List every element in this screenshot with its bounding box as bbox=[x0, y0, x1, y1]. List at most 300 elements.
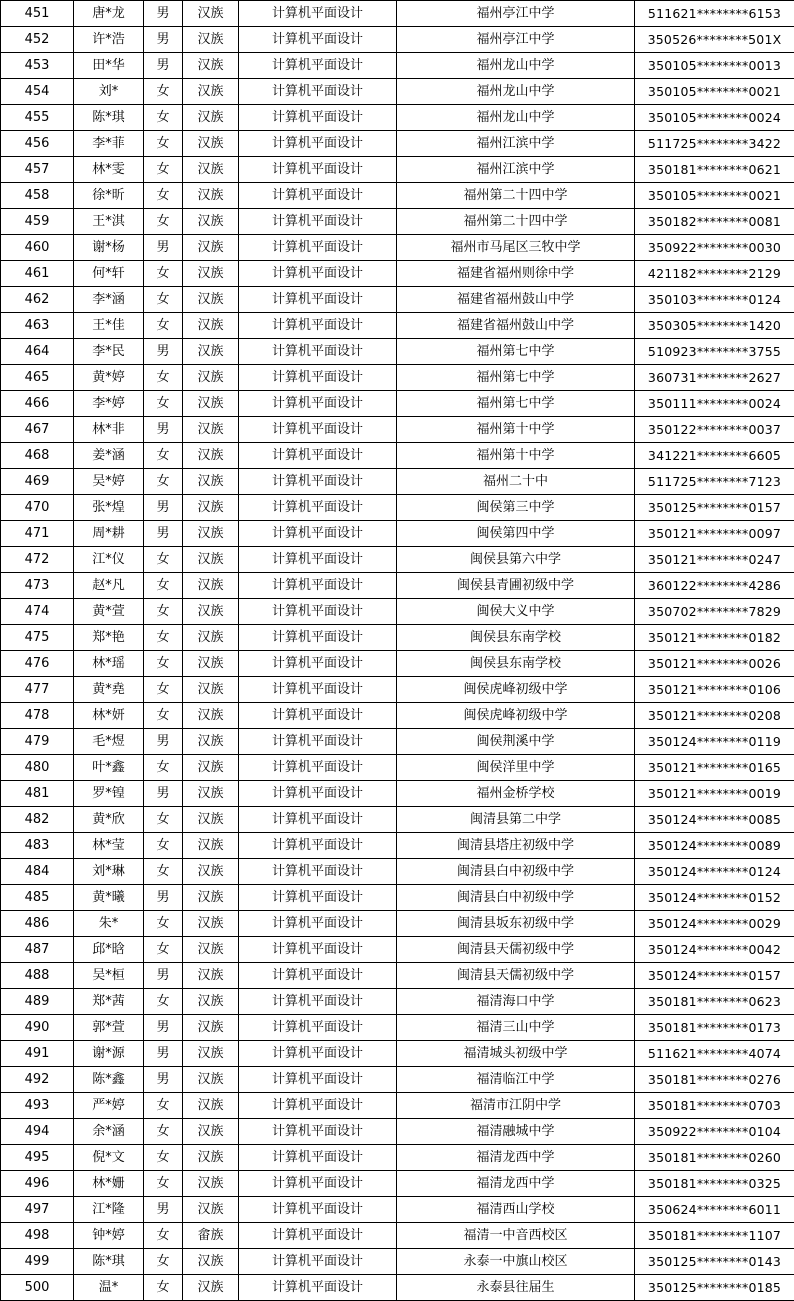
major-cell: 计算机平面设计 bbox=[239, 677, 397, 703]
gender-cell: 女 bbox=[144, 911, 183, 937]
table-row bbox=[1, 807, 794, 833]
table-row bbox=[1, 651, 794, 677]
id-number-cell: 350702********7829 bbox=[635, 599, 794, 625]
student-name-cell: 江*隆 bbox=[74, 1197, 144, 1223]
major-cell: 计算机平面设计 bbox=[239, 1171, 397, 1197]
ethnicity-cell: 汉族 bbox=[183, 131, 239, 157]
row-number-cell: 472 bbox=[1, 547, 74, 573]
school-cell: 福州第二十四中学 bbox=[397, 183, 635, 209]
student-name-cell: 郭*萱 bbox=[74, 1015, 144, 1041]
gender-cell: 女 bbox=[144, 989, 183, 1015]
table-row bbox=[1, 1015, 794, 1041]
row-number-cell: 452 bbox=[1, 27, 74, 53]
id-number-cell: 510923********3755 bbox=[635, 339, 794, 365]
student-name-cell: 姜*涵 bbox=[74, 443, 144, 469]
table-row bbox=[1, 53, 794, 79]
student-name-cell: 江*仪 bbox=[74, 547, 144, 573]
id-number-cell: 350922********0104 bbox=[635, 1119, 794, 1145]
ethnicity-cell: 汉族 bbox=[183, 287, 239, 313]
row-number-cell: 486 bbox=[1, 911, 74, 937]
student-name-cell: 严*婷 bbox=[74, 1093, 144, 1119]
school-cell: 闽侯虎峰初级中学 bbox=[397, 677, 635, 703]
table-row bbox=[1, 1093, 794, 1119]
school-cell: 福清临江中学 bbox=[397, 1067, 635, 1093]
school-cell: 闽清县坂东初级中学 bbox=[397, 911, 635, 937]
table-row bbox=[1, 495, 794, 521]
id-number-cell: 511725********3422 bbox=[635, 131, 794, 157]
gender-cell: 女 bbox=[144, 1093, 183, 1119]
ethnicity-cell: 汉族 bbox=[183, 573, 239, 599]
id-number-cell: 350305********1420 bbox=[635, 313, 794, 339]
gender-cell: 女 bbox=[144, 1119, 183, 1145]
ethnicity-cell: 汉族 bbox=[183, 1275, 239, 1301]
major-cell: 计算机平面设计 bbox=[239, 1223, 397, 1249]
student-name-cell: 吴*桓 bbox=[74, 963, 144, 989]
ethnicity-cell: 汉族 bbox=[183, 365, 239, 391]
id-number-cell: 350124********0042 bbox=[635, 937, 794, 963]
major-cell: 计算机平面设计 bbox=[239, 859, 397, 885]
gender-cell: 女 bbox=[144, 391, 183, 417]
gender-cell: 女 bbox=[144, 937, 183, 963]
major-cell: 计算机平面设计 bbox=[239, 79, 397, 105]
id-number-cell: 511725********7123 bbox=[635, 469, 794, 495]
row-number-cell: 483 bbox=[1, 833, 74, 859]
student-name-cell: 王*佳 bbox=[74, 313, 144, 339]
row-number-cell: 463 bbox=[1, 313, 74, 339]
table-row bbox=[1, 547, 794, 573]
ethnicity-cell: 汉族 bbox=[183, 27, 239, 53]
ethnicity-cell: 汉族 bbox=[183, 105, 239, 131]
student-name-cell: 陈*琪 bbox=[74, 105, 144, 131]
school-cell: 福州江滨中学 bbox=[397, 157, 635, 183]
major-cell: 计算机平面设计 bbox=[239, 287, 397, 313]
id-number-cell: 350124********0119 bbox=[635, 729, 794, 755]
row-number-cell: 458 bbox=[1, 183, 74, 209]
row-number-cell: 487 bbox=[1, 937, 74, 963]
student-name-cell: 李*婷 bbox=[74, 391, 144, 417]
school-cell: 闽清县白中初级中学 bbox=[397, 885, 635, 911]
major-cell: 计算机平面设计 bbox=[239, 157, 397, 183]
student-name-cell: 林*雯 bbox=[74, 157, 144, 183]
ethnicity-cell: 汉族 bbox=[183, 729, 239, 755]
table-row bbox=[1, 1119, 794, 1145]
id-number-cell: 350103********0124 bbox=[635, 287, 794, 313]
row-number-cell: 482 bbox=[1, 807, 74, 833]
student-name-cell: 谢*源 bbox=[74, 1041, 144, 1067]
major-cell: 计算机平面设计 bbox=[239, 625, 397, 651]
row-number-cell: 490 bbox=[1, 1015, 74, 1041]
id-number-cell: 350182********0081 bbox=[635, 209, 794, 235]
student-name-cell: 叶*鑫 bbox=[74, 755, 144, 781]
gender-cell: 男 bbox=[144, 339, 183, 365]
school-cell: 闽侯洋里中学 bbox=[397, 755, 635, 781]
student-name-cell: 毛*煜 bbox=[74, 729, 144, 755]
table-row bbox=[1, 963, 794, 989]
gender-cell: 女 bbox=[144, 365, 183, 391]
ethnicity-cell: 汉族 bbox=[183, 599, 239, 625]
major-cell: 计算机平面设计 bbox=[239, 1015, 397, 1041]
table-row bbox=[1, 1145, 794, 1171]
major-cell: 计算机平面设计 bbox=[239, 1197, 397, 1223]
school-cell: 福州亭江中学 bbox=[397, 27, 635, 53]
major-cell: 计算机平面设计 bbox=[239, 1145, 397, 1171]
gender-cell: 男 bbox=[144, 1067, 183, 1093]
student-name-cell: 何*轩 bbox=[74, 261, 144, 287]
row-number-cell: 461 bbox=[1, 261, 74, 287]
school-cell: 福州第十中学 bbox=[397, 443, 635, 469]
ethnicity-cell: 汉族 bbox=[183, 417, 239, 443]
table-row bbox=[1, 599, 794, 625]
id-number-cell: 350181********0621 bbox=[635, 157, 794, 183]
id-number-cell: 350181********0325 bbox=[635, 1171, 794, 1197]
id-number-cell: 350105********0024 bbox=[635, 105, 794, 131]
ethnicity-cell: 汉族 bbox=[183, 443, 239, 469]
major-cell: 计算机平面设计 bbox=[239, 469, 397, 495]
id-number-cell: 350624********6011 bbox=[635, 1197, 794, 1223]
row-number-cell: 476 bbox=[1, 651, 74, 677]
row-number-cell: 493 bbox=[1, 1093, 74, 1119]
major-cell: 计算机平面设计 bbox=[239, 1249, 397, 1275]
id-number-cell: 341221********6605 bbox=[635, 443, 794, 469]
table-row bbox=[1, 755, 794, 781]
gender-cell: 女 bbox=[144, 859, 183, 885]
student-name-cell: 朱* bbox=[74, 911, 144, 937]
gender-cell: 女 bbox=[144, 1275, 183, 1301]
id-number-cell: 350124********0029 bbox=[635, 911, 794, 937]
student-name-cell: 王*淇 bbox=[74, 209, 144, 235]
school-cell: 福建省福州鼓山中学 bbox=[397, 287, 635, 313]
id-number-cell: 350122********0037 bbox=[635, 417, 794, 443]
ethnicity-cell: 汉族 bbox=[183, 1197, 239, 1223]
major-cell: 计算机平面设计 bbox=[239, 235, 397, 261]
major-cell: 计算机平面设计 bbox=[239, 599, 397, 625]
school-cell: 闽清县第二中学 bbox=[397, 807, 635, 833]
gender-cell: 女 bbox=[144, 209, 183, 235]
table-row bbox=[1, 911, 794, 937]
student-name-cell: 黄*婷 bbox=[74, 365, 144, 391]
table-row bbox=[1, 833, 794, 859]
row-number-cell: 465 bbox=[1, 365, 74, 391]
student-name-cell: 许*浩 bbox=[74, 27, 144, 53]
id-number-cell: 350181********0173 bbox=[635, 1015, 794, 1041]
id-number-cell: 360122********4286 bbox=[635, 573, 794, 599]
student-name-cell: 黄*萱 bbox=[74, 599, 144, 625]
id-number-cell: 350124********0152 bbox=[635, 885, 794, 911]
id-number-cell: 350121********0165 bbox=[635, 755, 794, 781]
gender-cell: 女 bbox=[144, 261, 183, 287]
ethnicity-cell: 汉族 bbox=[183, 495, 239, 521]
gender-cell: 女 bbox=[144, 313, 183, 339]
ethnicity-cell: 汉族 bbox=[183, 755, 239, 781]
student-name-cell: 林*非 bbox=[74, 417, 144, 443]
major-cell: 计算机平面设计 bbox=[239, 729, 397, 755]
student-name-cell: 赵*凡 bbox=[74, 573, 144, 599]
school-cell: 闽侯县东南学校 bbox=[397, 625, 635, 651]
school-cell: 闽侯第三中学 bbox=[397, 495, 635, 521]
ethnicity-cell: 汉族 bbox=[183, 885, 239, 911]
id-number-cell: 350121********0182 bbox=[635, 625, 794, 651]
row-number-cell: 468 bbox=[1, 443, 74, 469]
gender-cell: 女 bbox=[144, 547, 183, 573]
table-row bbox=[1, 339, 794, 365]
row-number-cell: 498 bbox=[1, 1223, 74, 1249]
id-number-cell: 350125********0185 bbox=[635, 1275, 794, 1301]
major-cell: 计算机平面设计 bbox=[239, 261, 397, 287]
student-name-cell: 倪*文 bbox=[74, 1145, 144, 1171]
table-row bbox=[1, 937, 794, 963]
school-cell: 福州金桥学校 bbox=[397, 781, 635, 807]
row-number-cell: 491 bbox=[1, 1041, 74, 1067]
ethnicity-cell: 畲族 bbox=[183, 1223, 239, 1249]
ethnicity-cell: 汉族 bbox=[183, 833, 239, 859]
id-number-cell: 350121********0097 bbox=[635, 521, 794, 547]
id-number-cell: 511621********6153 bbox=[635, 1, 794, 27]
id-number-cell: 511621********4074 bbox=[635, 1041, 794, 1067]
school-cell: 闽清县天儒初级中学 bbox=[397, 937, 635, 963]
major-cell: 计算机平面设计 bbox=[239, 339, 397, 365]
table-row bbox=[1, 1197, 794, 1223]
student-name-cell: 林*瑶 bbox=[74, 651, 144, 677]
id-number-cell: 350121********0019 bbox=[635, 781, 794, 807]
major-cell: 计算机平面设计 bbox=[239, 547, 397, 573]
row-number-cell: 453 bbox=[1, 53, 74, 79]
row-number-cell: 484 bbox=[1, 859, 74, 885]
school-cell: 闽侯虎峰初级中学 bbox=[397, 703, 635, 729]
row-number-cell: 479 bbox=[1, 729, 74, 755]
row-number-cell: 454 bbox=[1, 79, 74, 105]
table-row bbox=[1, 1249, 794, 1275]
gender-cell: 男 bbox=[144, 235, 183, 261]
ethnicity-cell: 汉族 bbox=[183, 1015, 239, 1041]
id-number-cell: 350181********0703 bbox=[635, 1093, 794, 1119]
id-number-cell: 350105********0021 bbox=[635, 79, 794, 105]
id-number-cell: 350526********501X bbox=[635, 27, 794, 53]
gender-cell: 女 bbox=[144, 677, 183, 703]
table-row bbox=[1, 443, 794, 469]
gender-cell: 女 bbox=[144, 131, 183, 157]
major-cell: 计算机平面设计 bbox=[239, 313, 397, 339]
school-cell: 福州龙山中学 bbox=[397, 105, 635, 131]
school-cell: 福建省福州则徐中学 bbox=[397, 261, 635, 287]
table-row bbox=[1, 261, 794, 287]
ethnicity-cell: 汉族 bbox=[183, 911, 239, 937]
major-cell: 计算机平面设计 bbox=[239, 495, 397, 521]
school-cell: 福州第十中学 bbox=[397, 417, 635, 443]
id-number-cell: 350181********0623 bbox=[635, 989, 794, 1015]
school-cell: 福清龙西中学 bbox=[397, 1145, 635, 1171]
table-row bbox=[1, 521, 794, 547]
gender-cell: 女 bbox=[144, 1223, 183, 1249]
major-cell: 计算机平面设计 bbox=[239, 911, 397, 937]
student-name-cell: 林*妍 bbox=[74, 703, 144, 729]
student-name-cell: 张*煌 bbox=[74, 495, 144, 521]
major-cell: 计算机平面设计 bbox=[239, 781, 397, 807]
gender-cell: 女 bbox=[144, 1171, 183, 1197]
school-cell: 闽侯县青圃初级中学 bbox=[397, 573, 635, 599]
student-name-cell: 黄*曦 bbox=[74, 885, 144, 911]
ethnicity-cell: 汉族 bbox=[183, 339, 239, 365]
major-cell: 计算机平面设计 bbox=[239, 833, 397, 859]
ethnicity-cell: 汉族 bbox=[183, 1, 239, 27]
row-number-cell: 462 bbox=[1, 287, 74, 313]
table-row bbox=[1, 1, 794, 27]
student-name-cell: 周*耕 bbox=[74, 521, 144, 547]
major-cell: 计算机平面设计 bbox=[239, 183, 397, 209]
table-row bbox=[1, 781, 794, 807]
ethnicity-cell: 汉族 bbox=[183, 1171, 239, 1197]
major-cell: 计算机平面设计 bbox=[239, 937, 397, 963]
major-cell: 计算机平面设计 bbox=[239, 105, 397, 131]
row-number-cell: 492 bbox=[1, 1067, 74, 1093]
ethnicity-cell: 汉族 bbox=[183, 1067, 239, 1093]
school-cell: 闽清县天儒初级中学 bbox=[397, 963, 635, 989]
ethnicity-cell: 汉族 bbox=[183, 781, 239, 807]
school-cell: 福州第七中学 bbox=[397, 365, 635, 391]
gender-cell: 男 bbox=[144, 53, 183, 79]
major-cell: 计算机平面设计 bbox=[239, 1041, 397, 1067]
gender-cell: 男 bbox=[144, 729, 183, 755]
table-row bbox=[1, 469, 794, 495]
major-cell: 计算机平面设计 bbox=[239, 417, 397, 443]
gender-cell: 女 bbox=[144, 807, 183, 833]
ethnicity-cell: 汉族 bbox=[183, 391, 239, 417]
row-number-cell: 496 bbox=[1, 1171, 74, 1197]
ethnicity-cell: 汉族 bbox=[183, 235, 239, 261]
id-number-cell: 350105********0021 bbox=[635, 183, 794, 209]
table-row bbox=[1, 729, 794, 755]
row-number-cell: 499 bbox=[1, 1249, 74, 1275]
row-number-cell: 488 bbox=[1, 963, 74, 989]
row-number-cell: 457 bbox=[1, 157, 74, 183]
school-cell: 福州亭江中学 bbox=[397, 1, 635, 27]
major-cell: 计算机平面设计 bbox=[239, 885, 397, 911]
major-cell: 计算机平面设计 bbox=[239, 703, 397, 729]
ethnicity-cell: 汉族 bbox=[183, 937, 239, 963]
gender-cell: 女 bbox=[144, 703, 183, 729]
table-row bbox=[1, 105, 794, 131]
row-number-cell: 471 bbox=[1, 521, 74, 547]
gender-cell: 女 bbox=[144, 183, 183, 209]
table-row bbox=[1, 625, 794, 651]
table-row bbox=[1, 157, 794, 183]
ethnicity-cell: 汉族 bbox=[183, 677, 239, 703]
gender-cell: 男 bbox=[144, 417, 183, 443]
major-cell: 计算机平面设计 bbox=[239, 651, 397, 677]
id-number-cell: 350124********0089 bbox=[635, 833, 794, 859]
id-number-cell: 350105********0013 bbox=[635, 53, 794, 79]
id-number-cell: 350121********0247 bbox=[635, 547, 794, 573]
major-cell: 计算机平面设计 bbox=[239, 989, 397, 1015]
student-name-cell: 刘*琳 bbox=[74, 859, 144, 885]
student-name-cell: 唐*龙 bbox=[74, 1, 144, 27]
school-cell: 闽侯县东南学校 bbox=[397, 651, 635, 677]
row-number-cell: 480 bbox=[1, 755, 74, 781]
ethnicity-cell: 汉族 bbox=[183, 1041, 239, 1067]
id-number-cell: 350121********0106 bbox=[635, 677, 794, 703]
table-row bbox=[1, 313, 794, 339]
gender-cell: 女 bbox=[144, 105, 183, 131]
school-cell: 福清市江阴中学 bbox=[397, 1093, 635, 1119]
student-name-cell: 李*民 bbox=[74, 339, 144, 365]
ethnicity-cell: 汉族 bbox=[183, 651, 239, 677]
id-number-cell: 350124********0157 bbox=[635, 963, 794, 989]
table-row bbox=[1, 1041, 794, 1067]
major-cell: 计算机平面设计 bbox=[239, 27, 397, 53]
gender-cell: 男 bbox=[144, 521, 183, 547]
id-number-cell: 350121********0208 bbox=[635, 703, 794, 729]
school-cell: 福州第二十四中学 bbox=[397, 209, 635, 235]
table-row bbox=[1, 27, 794, 53]
table-row bbox=[1, 885, 794, 911]
id-number-cell: 350922********0030 bbox=[635, 235, 794, 261]
ethnicity-cell: 汉族 bbox=[183, 963, 239, 989]
school-cell: 闽侯大义中学 bbox=[397, 599, 635, 625]
school-cell: 闽清县塔庄初级中学 bbox=[397, 833, 635, 859]
ethnicity-cell: 汉族 bbox=[183, 79, 239, 105]
gender-cell: 女 bbox=[144, 1249, 183, 1275]
gender-cell: 男 bbox=[144, 885, 183, 911]
major-cell: 计算机平面设计 bbox=[239, 1, 397, 27]
school-cell: 福州第七中学 bbox=[397, 391, 635, 417]
school-cell: 闽清县白中初级中学 bbox=[397, 859, 635, 885]
student-name-cell: 罗*锽 bbox=[74, 781, 144, 807]
gender-cell: 女 bbox=[144, 443, 183, 469]
id-number-cell: 421182********2129 bbox=[635, 261, 794, 287]
major-cell: 计算机平面设计 bbox=[239, 807, 397, 833]
table-row bbox=[1, 365, 794, 391]
school-cell: 福州龙山中学 bbox=[397, 79, 635, 105]
gender-cell: 女 bbox=[144, 833, 183, 859]
row-number-cell: 466 bbox=[1, 391, 74, 417]
table-row bbox=[1, 183, 794, 209]
gender-cell: 男 bbox=[144, 27, 183, 53]
ethnicity-cell: 汉族 bbox=[183, 1249, 239, 1275]
school-cell: 福清一中音西校区 bbox=[397, 1223, 635, 1249]
id-number-cell: 350125********0143 bbox=[635, 1249, 794, 1275]
row-number-cell: 494 bbox=[1, 1119, 74, 1145]
ethnicity-cell: 汉族 bbox=[183, 859, 239, 885]
table-row bbox=[1, 209, 794, 235]
school-cell: 闽侯荆溪中学 bbox=[397, 729, 635, 755]
row-number-cell: 485 bbox=[1, 885, 74, 911]
gender-cell: 男 bbox=[144, 963, 183, 989]
table-row bbox=[1, 131, 794, 157]
id-number-cell: 350181********1107 bbox=[635, 1223, 794, 1249]
student-name-cell: 刘* bbox=[74, 79, 144, 105]
ethnicity-cell: 汉族 bbox=[183, 521, 239, 547]
student-name-cell: 谢*杨 bbox=[74, 235, 144, 261]
id-number-cell: 350124********0124 bbox=[635, 859, 794, 885]
table-row bbox=[1, 703, 794, 729]
ethnicity-cell: 汉族 bbox=[183, 53, 239, 79]
row-number-cell: 495 bbox=[1, 1145, 74, 1171]
id-number-cell: 350125********0157 bbox=[635, 495, 794, 521]
major-cell: 计算机平面设计 bbox=[239, 755, 397, 781]
row-number-cell: 451 bbox=[1, 1, 74, 27]
row-number-cell: 481 bbox=[1, 781, 74, 807]
table-row bbox=[1, 79, 794, 105]
student-name-cell: 黄*欣 bbox=[74, 807, 144, 833]
row-number-cell: 455 bbox=[1, 105, 74, 131]
gender-cell: 男 bbox=[144, 1041, 183, 1067]
major-cell: 计算机平面设计 bbox=[239, 53, 397, 79]
row-number-cell: 470 bbox=[1, 495, 74, 521]
row-number-cell: 467 bbox=[1, 417, 74, 443]
major-cell: 计算机平面设计 bbox=[239, 1275, 397, 1301]
gender-cell: 女 bbox=[144, 469, 183, 495]
row-number-cell: 497 bbox=[1, 1197, 74, 1223]
school-cell: 福州江滨中学 bbox=[397, 131, 635, 157]
